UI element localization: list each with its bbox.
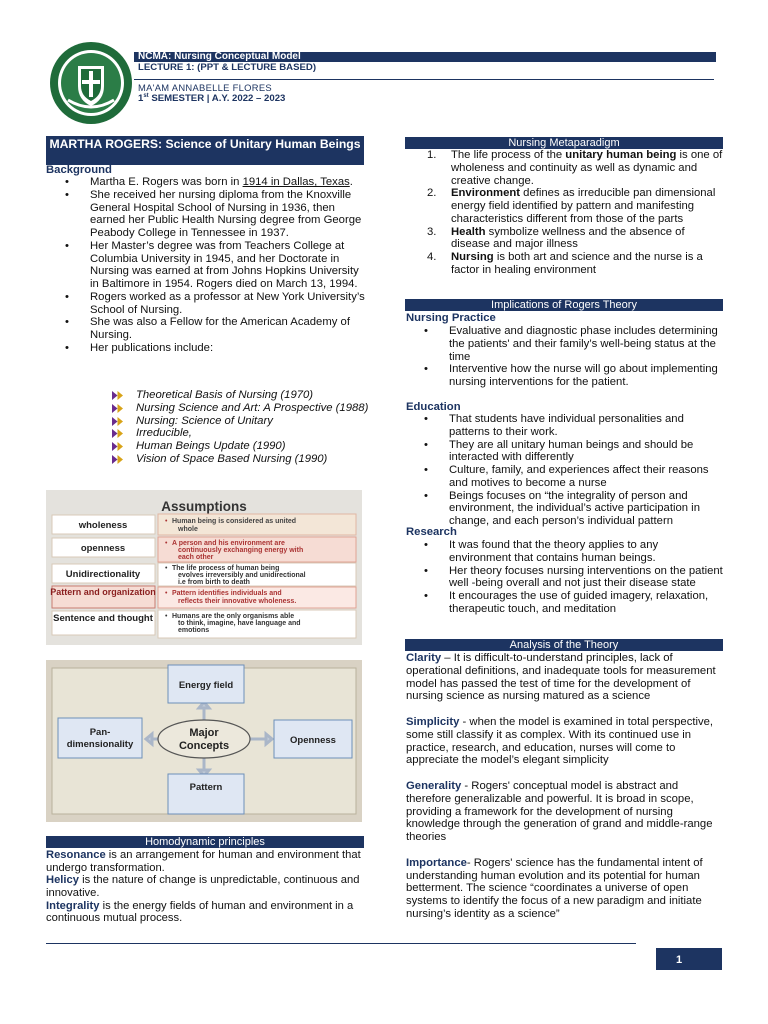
assumption-desc: continuously exchanging energy with [178,547,304,554]
list-item: • Martha E. Rogers was born in 1914 in Dallas, Texas. [65,176,353,188]
list-item: • Evaluative and diagnostic phase includes determining the patients' and their family’s well-being status at the time [424,325,718,363]
principle-item: Helicy is the nature of change is unpredictable, continuous and innovative. [46,874,360,899]
list-item: • Culture, family, and experiences affect their reasons and motives to become a nurse [424,464,709,489]
page-number: 1 [656,948,722,970]
homodynamic-principles [46,849,364,925]
assumption-desc: Pattern identifies individuals and [172,590,282,597]
arrow-bullet-icon [112,404,123,413]
list-item: • Rogers worked as a professor at New York University’s School of Nursing. [65,290,365,316]
assumption-desc: evolves irreversibly and unidirectional [178,572,306,579]
analysis-item: Generality - Rogers' conceptual model is abstract and therefore generalizable and powerful. It is broad in scope, providing a framework for the development of nursing knowledge through the generation of grand and middle-range theories [406,780,713,843]
publication-item: Vision of Space Based Nursing (1990) [112,453,372,466]
concept-left: dimensionality [66,739,134,750]
publications-list [112,389,372,466]
assumption-term: Unidirectionality [65,569,141,580]
list-item: • She was also a Fellow for the American Academy of Nursing. [65,316,350,341]
list-item: • Interventive how the nurse will go about implementing nursing interventions for the patient. [424,363,718,388]
research-list [405,539,723,616]
assumption-desc: Human being is considered as united [172,518,297,525]
list-item: • Her publications include: [65,341,214,354]
svg-text:Human being is considered as u [172,518,296,525]
list-item: • Her Master’s degree was from Teachers College at Columbia University in 1945, and her Doctorate in Nursing was earned at from Johns Hopkins University in Baltimore in 1954. Rogers died on March 13, 1994. [65,239,359,290]
analysis-item: Simplicity - when the model is examined in total perspective, some still classify it as complex. With its continued use in practice, research, and education, nurses will come to appreciate the model’s elegant simplicity [406,716,714,767]
background-list [46,176,366,355]
publication-item: Nursing: Science of Unitary [112,415,372,428]
concept-left: Pan- [89,727,111,738]
principle-item: Integrality is the energy fields of human and environment in a continuous mutual process. [46,899,354,925]
research-heading: Research [406,526,457,538]
nursing-practice-list [405,325,723,389]
analysis-item: Clarity – It is difficult-to-understand principles, lack of operational definitions, and inadequate tools for measurement model has passed the test of time for the development of nursing science as nursing matured as a science [406,652,716,703]
arrow-bullet-icon [112,455,123,464]
assumption-desc: A person and his environment are [172,540,285,547]
list-item: • It encourages the use of guided imagery, relaxation, therapeutic touch, and meditation [424,590,709,615]
publication-item: Human Beings Update (1990) [112,440,372,453]
list-item: • That students have individual personalities and patterns to their work. [424,413,684,438]
list-item: 2. Environment defines as irreducible pan dimensional energy field identified by pattern and manifesting characteristics different from those of the parts [427,187,716,225]
assumption-desc: reflects their innovative wholeness. [178,598,297,605]
concept-center: Major [189,727,219,739]
assumption-term: Pattern and organization [50,587,156,597]
assumption-term: openness [80,543,126,554]
assumption-term: Sentence and thought [53,613,153,624]
svg-text:whole [177,526,198,533]
list-item: 3. Health symbolize wellness and the absence of disease and major illness [427,225,685,251]
concept-right: Openness [290,735,336,746]
assumption-desc: emotions [178,627,210,634]
svg-text:•: • [165,613,168,620]
course-title: NCMA: Nursing Conceptual Model [138,51,301,62]
assumptions-title: Assumptions [161,499,247,514]
analysis-item: Importance- Rogers' science has the fundamental intent of understanding human evolution and its potential for human betterment. The science “coordinates a universe of open systems to identify the focus of a new paradigm and initiate nursing’s identity as a science” [406,856,703,920]
list-item: • Her theory focuses nursing interventions on the patient well -being overall and not just their disease state [424,564,723,590]
assumption-desc: each other [178,554,214,561]
svg-text:•: • [165,518,168,525]
metaparadigm-list [405,149,723,277]
principle-item: Resonance is an arrangement for human and environment that undergo transformation. [46,849,361,874]
assumption-desc: to think, imagine, have language and [178,620,301,627]
lecture-label: LECTURE 1: (PPT & LECTURE BASED) [138,62,317,73]
assumption-desc: The life process of human being [172,565,280,572]
nursing-practice-heading: Nursing Practice [406,312,496,324]
assumption-desc: whole [178,526,198,533]
arrow-bullet-icon [112,417,123,426]
publication-item: Irreducible, [112,427,372,440]
metaparadigm-heading: Nursing Metaparadigm [405,137,723,149]
list-item: • She received her nursing diploma from the Knoxville General Hospital School of Nursing in 1936, then earned her Public Health Nursing degree from George Peabody College in Tennessee in 1937. [65,188,362,239]
education-list [405,413,723,528]
publication-item: Nursing Science and Art: A Prospective (1988) [112,402,372,415]
education-heading: Education [406,401,461,413]
homodynamic-heading: Homodynamic principles [46,836,364,848]
assumptions-figure [46,490,362,645]
implications-heading: Implications of Rogers Theory [405,299,723,311]
major-concepts-diagram [46,660,362,822]
semester-label: 1st SEMESTER | A.Y. 2022 – 2023 [138,93,286,105]
analysis-heading: Analysis of the Theory [405,639,723,651]
svg-text:•: • [165,565,168,572]
page-title: MARTHA ROGERS: Science of Unitary Human Beings [46,136,364,165]
header-divider [134,79,714,80]
analysis-section [406,652,722,934]
assumption-term: wholeness [78,520,128,531]
footer-divider [46,943,636,944]
concept-top: Energy field [178,680,234,691]
arrow-bullet-icon [112,442,123,451]
svg-text:•: • [165,540,168,547]
svg-text:•: • [165,590,168,597]
instructor-name: MA'AM ANNABELLE FLORES [138,82,272,93]
school-seal-logo [48,40,134,126]
list-item: • They are all unitary human beings and should be interacted with differently [424,438,694,464]
list-item: 1. The life process of the unitary human being is one of wholeness and continuity as well as dynamic and creative change. [427,149,723,187]
list-item: • Beings focuses on “the integrality of person and environment, the individual’s active participation in change, and each person’s individual pattern [424,489,700,527]
list-item: 4. Nursing is both art and science and the nurse is a factor in healing environment [427,251,703,276]
concept-bottom: Pattern [189,782,223,793]
arrow-bullet-icon [112,391,123,400]
arrow-bullet-icon [112,429,123,438]
concept-center: Concepts [178,740,230,752]
assumption-desc: Humans are the only organisms able [172,613,295,620]
assumption-desc: i.e from birth to death [178,579,250,586]
list-item: • It was found that the theory applies to any environment that contains human beings. [424,539,659,564]
publication-item: Theoretical Basis of Nursing (1970) [112,389,372,402]
background-heading: Background [46,164,112,176]
